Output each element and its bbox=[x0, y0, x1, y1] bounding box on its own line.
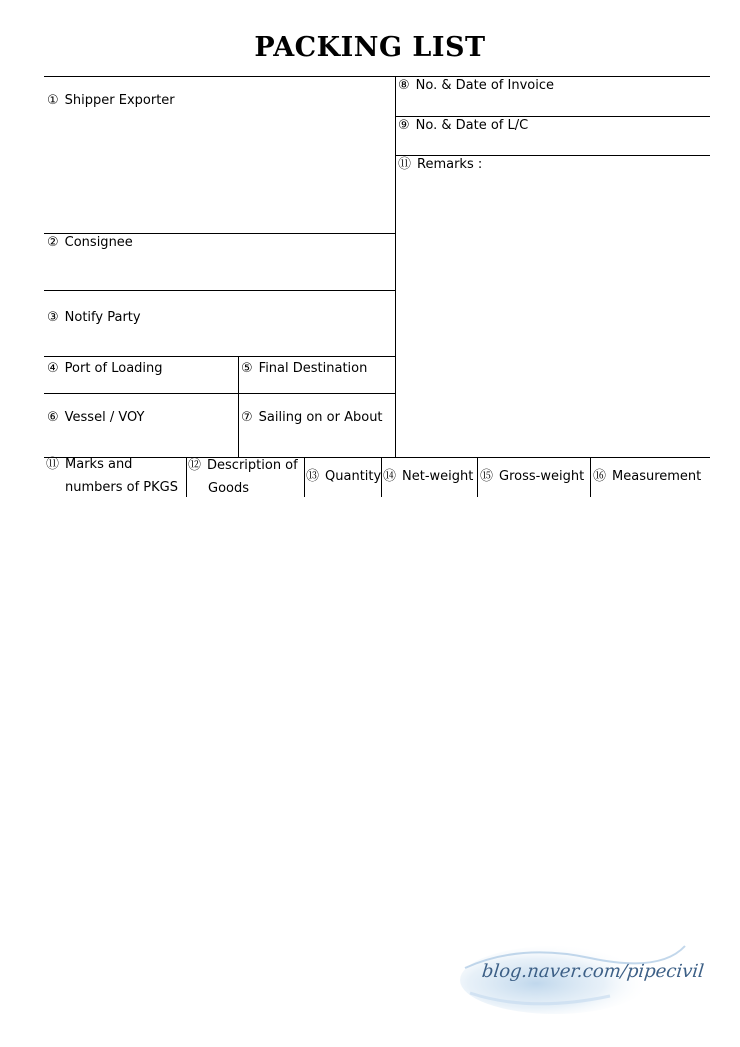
circled-number: ⑯ bbox=[593, 469, 607, 484]
port-bottom-line bbox=[44, 393, 395, 394]
col-header-quantity bbox=[306, 469, 381, 485]
label-text: Port of Loading bbox=[64, 361, 163, 376]
circled-number: ⑭ bbox=[383, 469, 397, 484]
col-header-description bbox=[188, 454, 298, 500]
col-header-line1: Description of bbox=[207, 458, 298, 473]
circled-number: ⑨ bbox=[398, 118, 410, 133]
notify-party-label bbox=[47, 310, 141, 326]
circled-number: ① bbox=[47, 93, 59, 108]
label-text: Consignee bbox=[64, 235, 133, 250]
document-title: PACKING LIST bbox=[254, 32, 486, 63]
col-header-line2: Goods bbox=[208, 481, 250, 496]
label-text: Shipper Exporter bbox=[64, 93, 175, 108]
label-text: No. & Date of L/C bbox=[415, 118, 529, 133]
col-header-gross-weight bbox=[480, 469, 584, 485]
shipper-bottom-line bbox=[44, 233, 395, 234]
col-header-measurement bbox=[593, 469, 701, 485]
watermark-text: blog.naver.com/pipecivil bbox=[480, 961, 705, 982]
col-header-marks bbox=[46, 453, 178, 499]
label-text: No. & Date of Invoice bbox=[415, 78, 554, 93]
circled-number: ⑧ bbox=[398, 78, 410, 93]
circled-number: ⑮ bbox=[480, 469, 494, 484]
label-text: Net-weight bbox=[402, 469, 474, 484]
col-divider-2 bbox=[304, 457, 305, 497]
label-text: Final Destination bbox=[258, 361, 368, 376]
col-header-line1: Marks and bbox=[65, 457, 133, 472]
circled-number: ⑤ bbox=[241, 361, 253, 376]
circled-number: ⑫ bbox=[188, 458, 202, 473]
port-destination-divider bbox=[238, 356, 239, 457]
circled-number: ⑬ bbox=[306, 469, 320, 484]
label-text: Gross-weight bbox=[499, 469, 585, 484]
table-top-border bbox=[44, 76, 710, 77]
circled-number: ⑥ bbox=[47, 410, 59, 425]
col-divider-1 bbox=[186, 457, 187, 497]
col-header-line2: numbers of PKGS bbox=[65, 480, 178, 495]
label-text: Quantity bbox=[325, 469, 382, 484]
consignee-label bbox=[47, 235, 133, 251]
lc-label bbox=[398, 118, 528, 134]
col-divider-5 bbox=[590, 457, 591, 497]
port-of-loading-label bbox=[47, 361, 163, 377]
label-text: Remarks : bbox=[417, 157, 483, 172]
label-text: Sailing on or About bbox=[258, 410, 383, 425]
notify-bottom-line bbox=[44, 356, 395, 357]
col-header-net-weight bbox=[383, 469, 473, 485]
main-vertical-divider bbox=[395, 76, 396, 457]
sailing-on-label bbox=[241, 410, 383, 426]
label-text: Vessel / VOY bbox=[64, 410, 145, 425]
lc-bottom-line bbox=[395, 155, 710, 156]
label-text: Notify Party bbox=[64, 310, 141, 325]
circled-number: ④ bbox=[47, 361, 59, 376]
circled-number: ⑪ bbox=[46, 457, 60, 472]
circled-number: ⑦ bbox=[241, 410, 253, 425]
remarks-label bbox=[398, 157, 482, 173]
circled-number: ② bbox=[47, 235, 59, 250]
circled-number: ⑪ bbox=[398, 157, 412, 172]
label-text: Measurement bbox=[612, 469, 702, 484]
consignee-bottom-line bbox=[44, 290, 395, 291]
invoice-bottom-line bbox=[395, 116, 710, 117]
shipper-exporter-label bbox=[47, 93, 175, 109]
circled-number: ③ bbox=[47, 310, 59, 325]
final-destination-label bbox=[241, 361, 367, 377]
vessel-voy-label bbox=[47, 410, 144, 426]
invoice-label bbox=[398, 78, 554, 94]
col-divider-4 bbox=[477, 457, 478, 497]
